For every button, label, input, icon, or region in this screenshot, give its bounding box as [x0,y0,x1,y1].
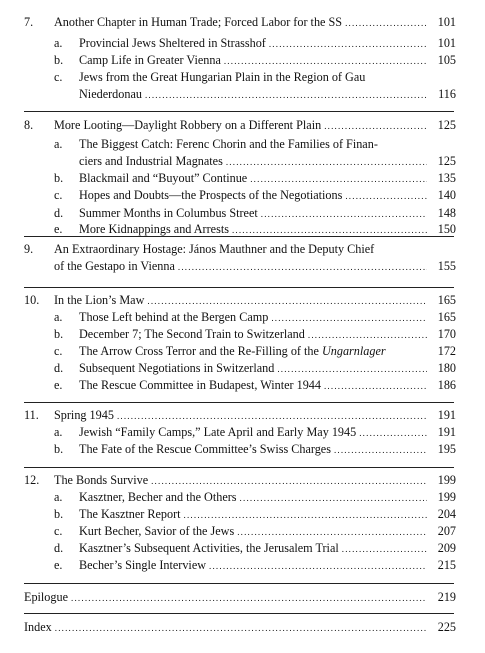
entry-title: December 7; The Second Train to Switzerland [79,327,305,341]
dot-leader [181,507,427,523]
dot-leader [342,15,427,31]
entry-text [54,292,427,309]
page-number: 165 [437,293,456,307]
section-entry [0,424,485,440]
page-number: 225 [437,620,456,634]
entry-number: a. [54,425,63,439]
entry-number: 11. [24,408,39,422]
section-entry [0,52,485,68]
section-entry [0,221,485,237]
section-divider [24,111,454,112]
entry-title: Another Chapter in Human Trade; Forced Labor for the SS [54,15,343,29]
page-number: 199 [437,490,456,504]
dot-leader [321,378,427,394]
entry-text [79,441,427,458]
page-number: 105 [437,53,456,67]
section-divider [24,402,454,403]
chapter-entry [0,14,485,30]
entry-text [79,489,427,506]
entry-title: Camp Life in Greater Vienna [79,53,221,67]
section-entry [0,557,485,573]
entry-number: 7. [24,15,34,29]
entry-number: d. [54,361,64,375]
entry-text [79,136,456,152]
entry-text [24,589,427,606]
dot-leader [266,36,427,52]
dot-leader [142,87,427,103]
chapter-entry [0,407,485,423]
entry-text [79,309,427,326]
section-entry [0,69,485,85]
entry-title: The Biggest Catch: Ferenc Chorin and the Families of Finan- [79,137,378,151]
entry-text [79,187,427,204]
page-number: 180 [437,361,456,375]
entry-title: An Extraordinary Hostage: János Mauthner and the Deputy Chief [54,242,375,256]
entry-text [24,619,427,636]
entry-title: Jews from the Great Hungarian Plain in the Region of Gau [79,70,366,84]
entry-text [54,14,427,31]
section-divider [24,287,454,288]
entry-title: Becher’s Single Interview [79,558,207,572]
dot-leader [247,171,427,187]
entry-title: Hopes and Doubts—the Prospects of the Negotiations [79,188,343,202]
entry-text [79,170,427,187]
entry-title: More Looting—Daylight Robbery on a Different Plain [54,118,322,132]
page-number: 148 [437,206,456,220]
dot-leader [305,327,427,343]
page-number: 150 [437,222,456,236]
page-number: 101 [437,36,456,50]
dot-leader [268,310,427,326]
page-number: 170 [437,327,456,341]
entry-text [79,326,427,343]
entry-text [79,343,427,359]
section-entry [0,136,485,152]
page-number: 101 [437,15,456,29]
entry-title: of the Gestapo in Vienna [54,259,175,273]
entry-title: Index [24,620,52,634]
entry-number: c. [54,70,63,84]
page-number: 199 [437,473,456,487]
page-number: 135 [437,171,456,185]
page-number: 191 [437,408,456,422]
section-entry [0,86,485,102]
entry-number: c. [54,188,63,202]
entry-text [79,153,427,170]
entry-title: The Fate of the Rescue Committee’s Swiss Charges [79,442,331,456]
entry-number: a. [54,137,63,151]
page-number: 125 [437,154,456,168]
page-number: 195 [437,442,456,456]
entry-text [79,523,427,540]
entry-title: Summer Months in Columbus Street [79,206,258,220]
dot-leader [229,222,427,238]
section-entry [0,360,485,376]
chapter-entry [0,117,485,133]
entry-number: e. [54,558,63,572]
entry-number: a. [54,36,63,50]
back-matter-entry [0,589,485,605]
chapter-entry [0,241,485,257]
page-number: 155 [437,259,456,273]
entry-number: 9. [24,242,34,256]
section-entry [0,489,485,505]
section-entry [0,153,485,169]
entry-title: The Rescue Committee in Budapest, Winter 1944 [79,378,321,392]
entry-number: e. [54,378,63,392]
entry-title: Jewish “Family Camps,” Late April and Early May 1945 [79,425,357,439]
page-number: 116 [438,87,456,101]
entry-number: 10. [24,293,40,307]
entry-text [79,221,427,238]
dot-leader [68,590,427,606]
entry-text [79,35,427,52]
section-divider [24,467,454,468]
entry-number: d. [54,541,64,555]
entry-title: The Bonds Survive [54,473,149,487]
entry-text [79,205,427,222]
back-matter-entry [0,619,485,635]
entry-number: b. [54,442,64,456]
page-number: 125 [437,118,456,132]
dot-leader [234,524,427,540]
entry-number: a. [54,490,63,504]
entry-text [54,407,427,424]
dot-leader [258,206,427,222]
page-number: 165 [437,310,456,324]
entry-text [54,258,427,275]
page-number: 204 [437,507,456,521]
entry-text [54,472,427,489]
dot-leader [223,154,427,170]
section-entry [0,326,485,342]
entry-title: Epilogue [24,590,69,604]
section-entry [0,377,485,393]
entry-title: ciers and Industrial Magnates [79,154,223,168]
chapter-entry [0,292,485,308]
entry-number: b. [54,171,64,185]
entry-title: Kurt Becher, Savior of the Jews [79,524,235,538]
entry-number: c. [54,344,63,358]
dot-leader [342,188,427,204]
entry-number: b. [54,507,64,521]
entry-text [79,377,427,394]
entry-text [79,557,427,574]
entry-number: b. [54,327,64,341]
entry-text [79,506,427,523]
page-number: 191 [437,425,456,439]
entry-title: Kasztner’s Subsequent Activities, the Jerusalem Trial [79,541,339,555]
dot-leader [356,425,427,441]
entry-number: d. [54,206,64,220]
page-number: 207 [437,524,456,538]
section-entry [0,506,485,522]
entry-title: Spring 1945 [54,408,114,422]
entry-text [79,69,456,85]
entry-title: The Kasztner Report [79,507,181,521]
entry-title: Provincial Jews Sheltered in Strasshof [79,36,266,50]
entry-number: a. [54,310,63,324]
section-entry [0,523,485,539]
dot-leader [175,259,427,275]
entry-title: Blackmail and “Buyout” Continue [79,171,248,185]
entry-title: In the Lion’s Maw [54,293,145,307]
dot-leader [144,293,427,309]
dot-leader [221,53,427,69]
page-number: 209 [437,541,456,555]
dot-leader [114,408,427,424]
entry-title-italic: Ungarnlager [321,344,386,358]
entry-text [54,117,427,134]
entry-text [79,424,427,441]
section-entry [0,540,485,556]
dot-leader [331,442,427,458]
entry-title: More Kidnappings and Arrests [79,222,229,236]
dot-leader [339,541,427,557]
dot-leader [148,473,427,489]
entry-number: c. [54,524,63,538]
section-entry [0,35,485,51]
chapter-entry [0,258,485,274]
section-entry [0,187,485,203]
entry-title: Subsequent Negotiations in Switzerland [79,361,275,375]
section-entry [0,170,485,186]
entry-text [54,241,456,257]
entry-number: e. [54,222,63,236]
entry-text [79,360,427,377]
chapter-entry [0,472,485,488]
dot-leader [321,118,427,134]
section-entry [0,441,485,457]
entry-text [79,86,427,103]
entry-text [79,52,427,69]
page-number: 140 [437,188,456,202]
dot-leader [52,620,427,636]
entry-number: b. [54,53,64,67]
entry-title: Niederdonau [79,87,142,101]
page-number: 215 [437,558,456,572]
page-number: 186 [437,378,456,392]
dot-leader [206,558,427,574]
section-entry [0,309,485,325]
section-entry [0,343,485,359]
section-entry [0,205,485,221]
entry-number: 8. [24,118,34,132]
entry-title: Those Left behind at the Bergen Camp [79,310,269,324]
section-divider [24,613,454,614]
entry-text [79,540,427,557]
entry-title: Kasztner, Becher and the Others [79,490,237,504]
dot-leader [237,490,427,506]
page-number: 219 [437,590,456,604]
dot-leader [274,361,427,377]
entry-number: 12. [24,473,40,487]
page-number: 172 [437,344,456,358]
section-divider [24,583,454,584]
entry-title: The Arrow Cross Terror and the Re-Filling of the [79,344,319,358]
